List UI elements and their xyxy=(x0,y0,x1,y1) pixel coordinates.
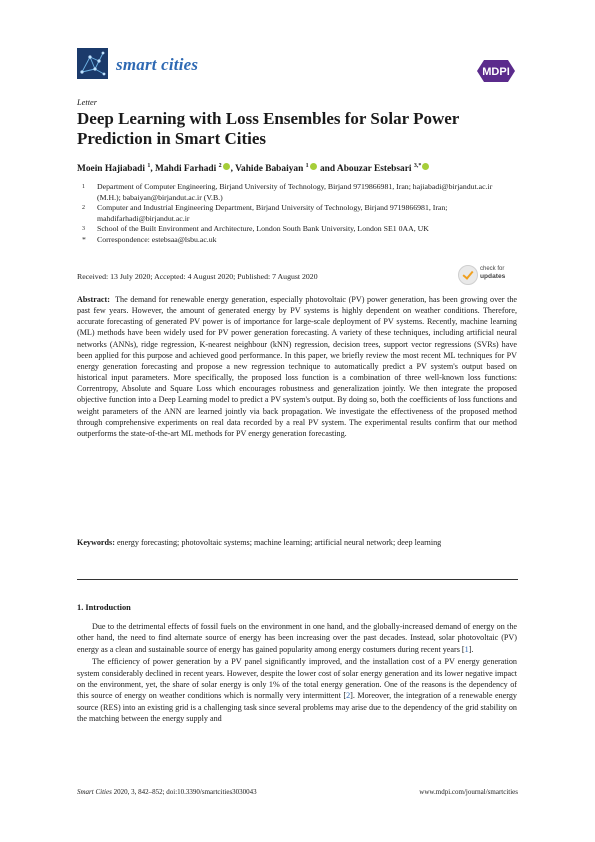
mdpi-logo-text: MDPI xyxy=(482,66,510,78)
affiliation-text: Correspondence: estebsaa@lsbu.ac.uk xyxy=(97,234,217,244)
article-type: Letter xyxy=(77,98,98,107)
affiliation-mark: * xyxy=(82,234,86,244)
check-updates-line1: check for xyxy=(480,266,505,272)
author-list xyxy=(77,163,517,174)
orcid-icon[interactable] xyxy=(422,163,429,170)
author-affiliation-mark: 2 xyxy=(218,163,222,169)
journal-name: smart cities xyxy=(116,55,199,74)
paragraph: The efficiency of power generation by a PV panel significantly improved, and the installation cost of a PV energy generation system considerably declined in recent years. However, despite the lower cost of solar energy generation and its lower negative impact on the environment, yet, the share of solar energy is only 1% of the total energy generation. One of the reasons is the dependency of this source of energy on weather conditions which is normally very intermittent [2]. Moreover, the integration of a renewable energy source (RES) into an existing grid is a challenging task since several problems may arise due to the dependency of the grid stability on the matching between the energy supply and xyxy=(77,657,517,724)
introduction-body xyxy=(77,621,517,726)
author-affiliation-mark: 1 xyxy=(305,163,309,169)
paragraph-text: The efficiency of power generation by a PV panel significantly improved, and the installation cost of a PV energy generation system considerably declined in recent years. However, despite the lower cost of solar energy generation and its lower negative impact on the environment, yet, the share of solar energy is only 1% of the total energy generation. One of the reasons is the dependency of this source of energy on weather conditions which is normally very intermittent xyxy=(77,657,517,701)
affiliation-item xyxy=(77,203,517,224)
author-separator: and xyxy=(317,164,337,175)
check-updates-line2: updates xyxy=(480,273,506,280)
citation-link[interactable]: 1 xyxy=(464,644,469,654)
affiliation-mark: 1 xyxy=(82,184,85,190)
affiliations xyxy=(77,182,517,245)
mdpi-logo-icon xyxy=(476,58,516,84)
keywords-label: Keywords: xyxy=(77,538,115,547)
section-divider xyxy=(77,579,518,580)
paragraph-text: Due to the detrimental effects of fossil fuels on the environment in one hand, and the globally-increased demand of energy on the other hand, the need to find alternate source of energy has been increasing over the past decades. Instead, solar photovoltaic (PV) energy as a clean and sustainable source of energy has gained popularity among energy costumers during recent years xyxy=(77,622,517,654)
keywords-text: energy forecasting; photovoltaic systems; machine learning; artificial neural network; deep learning xyxy=(116,538,442,547)
author-separator: , xyxy=(150,164,156,175)
check-for-updates-badge[interactable] xyxy=(458,262,518,286)
affiliation-mark: 2 xyxy=(82,205,85,211)
journal-logo-icon xyxy=(77,48,108,79)
abstract xyxy=(77,294,517,439)
affiliation-item xyxy=(77,182,517,203)
author-name: Abouzar Estebsari xyxy=(336,164,412,175)
citation-link[interactable]: 2 xyxy=(346,691,351,701)
affiliation-mark: 3 xyxy=(82,226,85,232)
affiliation-item xyxy=(77,224,517,235)
section-heading: 1. Introduction xyxy=(77,603,131,612)
orcid-icon[interactable] xyxy=(223,163,230,170)
author-name: Vahide Babaiyan xyxy=(235,164,304,175)
author-name: Moein Hajiabadi xyxy=(77,164,145,175)
publication-dates: Received: 13 July 2020; Accepted: 4 August 2020; Published: 7 August 2020 xyxy=(77,272,318,281)
author-name: Mahdi Farhadi xyxy=(155,164,217,175)
author-separator: , xyxy=(230,164,236,175)
footer-citation-text: 2020, 3, 842–852; doi:10.3390/smartcities3030043 xyxy=(113,788,257,796)
keywords xyxy=(77,537,517,548)
affiliation-text: Department of Computer Engineering, Birjand University of Technology, Birjand 9719866981, Iran; hajiabadi@birjandut.ac.ir (M.H.); babaiyan@birjandut.ac.ir (V.B.) xyxy=(97,182,493,202)
footer-url[interactable]: www.mdpi.com/journal/smartcities xyxy=(419,788,518,796)
paragraph: Due to the detrimental effects of fossil fuels on the environment in one hand, and the globally-increased demand of energy on the other hand, the need to find alternate source of energy has been increasing over the past decades. Instead, solar photovoltaic (PV) energy as a clean and sustainable source of energy has gained popularity among energy costumers during recent years [1]. xyxy=(77,622,517,654)
author-affiliation-mark: 3,* xyxy=(413,163,422,169)
footer-citation xyxy=(77,788,257,796)
article-title: Deep Learning with Loss Ensembles for Solar Power Prediction in Smart Cities xyxy=(77,109,460,148)
affiliation-item xyxy=(77,235,517,246)
footer-journal: Smart Cities xyxy=(77,788,112,796)
affiliation-text: School of the Built Environment and Architecture, London South Bank University, London SE1 0AA, UK xyxy=(97,224,429,233)
abstract-label: Abstract: xyxy=(77,295,110,304)
orcid-icon[interactable] xyxy=(310,163,317,170)
author-affiliation-mark: 1 xyxy=(147,163,151,169)
paragraph-text: . Moreover, the integration of a renewable energy source (RES) into an existing grid is a challenging task since several problems may arise due to the dependency of the grid stability on the matching between the energy supply and xyxy=(77,691,517,724)
check-updates-icon xyxy=(458,265,478,285)
affiliation-text: Computer and Industrial Engineering Department, Birjand University of Technology, Birjand 9719866981, Iran; mahdifarhadi@birjandut.ac.ir xyxy=(97,203,448,223)
abstract-text: The demand for renewable energy generation, especially photovoltaic (PV) power generation, has been growing over the past few years. However, the amount of generated energy by PV systems is highly dependent on weather conditions. Therefore, accurate forecasting of generated PV power is of importance for large-scale deployment of PV systems. Recently, machine learning (ML) methods have been widely used for PV power generation forecasting. A variety of these techniques, including artificial neural networks (ANNs), ridge regression, K-nearest neighbour (kNN) regression, decision trees, support vector regressions (SVRs) have been applied for this purpose and achieved good performance. In this paper, we briefly review the most recent ML techniques for PV energy generation forecasting and propose a new regression technique to automatically predict a PV system's output based on historical input parameters. More specifically, the proposed loss function is a combination of three well-known loss functions: Correntropy, Absolute and Square Loss which encourages robustness and generalization jointly. We then integrate the proposed objective function into a Deep Learning model to predict a PV system's output. By doing so, both the coefficients of loss functions and weight parameters of the ANN are learned jointly via back propagation. We investigate the effectiveness of the proposed method through comprehensive experiments on real data recorded by a real PV system. The experimental results confirm that our method outperforms the state-of-the-art ML methods for PV energy generation forecasting. xyxy=(77,295,518,438)
